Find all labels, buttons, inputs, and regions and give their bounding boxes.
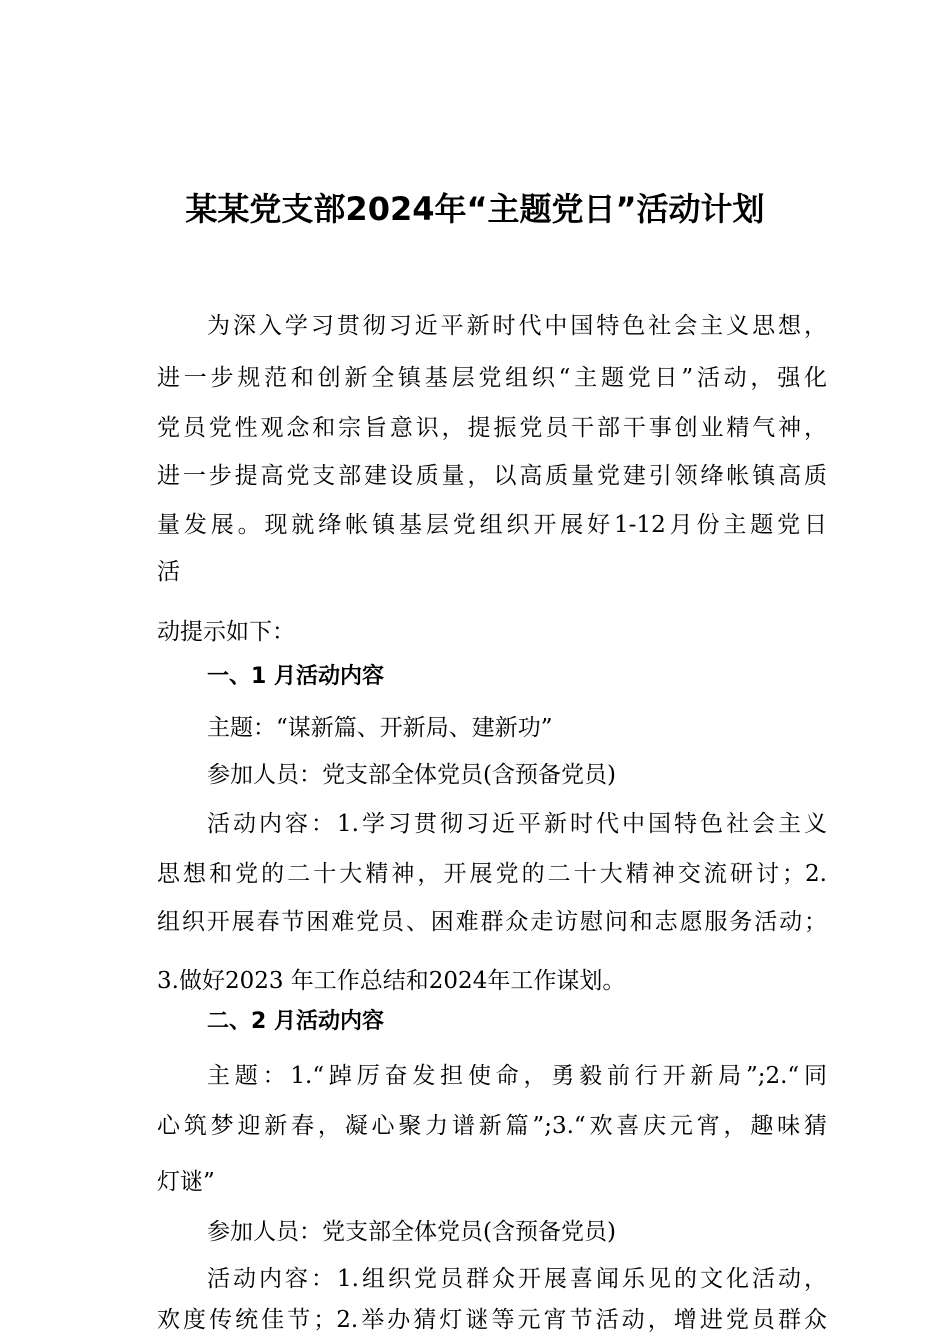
section-content-line: 欢度传统佳节；2.举办猜灯谜等元宵节活动，增进党员群众 <box>157 1307 827 1333</box>
intro-line: 动提示如下： <box>157 619 295 645</box>
intro-line: 活 <box>157 559 180 585</box>
intro-line: 进一步规范和创新全镇基层党组织“主题党日”活动，强化 <box>157 365 827 391</box>
section-content-line: 活动内容：1.组织党员群众开展喜闻乐见的文化活动， <box>207 1266 827 1292</box>
section-content-line: 思想和党的二十大精神，开展党的二十大精神交流研讨；2. <box>157 861 827 887</box>
section-participants: 参加人员：党支部全体党员(含预备党员) <box>207 1219 616 1245</box>
section-theme-line: 灯谜” <box>157 1169 215 1195</box>
intro-line: 党员党性观念和宗旨意识，提振党员干部干事创业精气神， <box>157 415 827 441</box>
section-theme-line: 心筑梦迎新春，凝心聚力谱新篇”;3.“欢喜庆元宵，趣味猜 <box>157 1113 827 1139</box>
section-theme: 主题：“谋新篇、开新局、建新功” <box>207 715 553 741</box>
section-participants: 参加人员：党支部全体党员(含预备党员) <box>207 762 616 788</box>
intro-line: 量发展。现就绛帐镇基层党组织开展好1-12月份主题党日 <box>157 512 827 538</box>
section-content-line: 组织开展春节困难党员、困难群众走访慰问和志愿服务活动； <box>157 909 827 935</box>
section-heading: 一、1 月活动内容 <box>207 664 384 689</box>
section-heading: 二、2 月活动内容 <box>207 1009 384 1034</box>
section-content-line: 活动内容：1.学习贯彻习近平新时代中国特色社会主义 <box>207 811 827 837</box>
section-content-line: 3.做好2023 年工作总结和2024年工作谋划。 <box>157 968 626 994</box>
intro-line: 为深入学习贯彻习近平新时代中国特色社会主义思想， <box>207 313 827 339</box>
section-theme-line: 主题：1.“踔厉奋发担使命，勇毅前行开新局”;2.“同 <box>207 1063 827 1089</box>
document-title: 某某党支部2024年“主题党日”活动计划 <box>185 190 765 228</box>
intro-line: 进一步提高党支部建设质量，以高质量党建引领绛帐镇高质 <box>157 463 827 489</box>
